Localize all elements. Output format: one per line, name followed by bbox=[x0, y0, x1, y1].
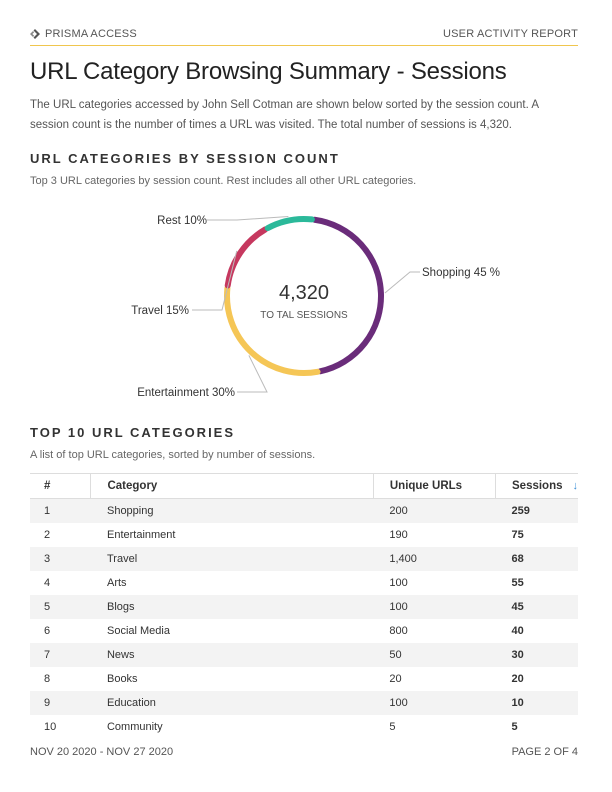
slice-label-travel: Travel 15% bbox=[131, 305, 189, 317]
report-name: USER ACTIVITY REPORT bbox=[442, 28, 578, 40]
table-row bbox=[30, 523, 578, 547]
cell-sessions: 20 bbox=[511, 673, 524, 685]
donut-slice-travel bbox=[228, 229, 266, 285]
cell-category: News bbox=[106, 649, 135, 661]
cell-sessions: 30 bbox=[511, 649, 524, 661]
cell-sessions: 45 bbox=[511, 601, 524, 613]
leader-line-shopping bbox=[385, 272, 420, 293]
cell-rank: 2 bbox=[44, 529, 51, 541]
brand-name: PRISMA ACCESS bbox=[45, 28, 137, 40]
cell-unique-urls: 800 bbox=[389, 625, 408, 637]
cell-sessions: 10 bbox=[511, 697, 524, 709]
sessions-header-label: Sessions bbox=[512, 480, 563, 492]
cell-sessions: 5 bbox=[511, 721, 518, 733]
cell-category: Education bbox=[106, 697, 156, 709]
cell-sessions: 40 bbox=[511, 625, 524, 637]
cell-category: Books bbox=[106, 673, 138, 685]
slice-label-rest: Rest 10% bbox=[157, 215, 207, 227]
cell-unique-urls: 100 bbox=[389, 577, 408, 589]
total-sessions-label: TO TAL SESSIONS bbox=[260, 310, 348, 321]
cell-rank: 10 bbox=[44, 721, 57, 733]
cell-unique-urls: 100 bbox=[389, 601, 408, 613]
donut-slice-rest bbox=[268, 219, 312, 228]
cell-unique-urls: 100 bbox=[389, 697, 408, 709]
cell-sessions: 75 bbox=[511, 529, 524, 541]
cell-category: Blogs bbox=[106, 601, 135, 613]
cell-unique-urls: 50 bbox=[389, 649, 402, 661]
prisma-logo-icon bbox=[30, 29, 40, 39]
sort-descending-icon[interactable]: ↓ bbox=[572, 480, 578, 492]
cell-unique-urls: 190 bbox=[389, 529, 408, 541]
section-subtitle-categories-by-session: Top 3 URL categories by session count. Rest includes all other URL categories. bbox=[30, 175, 417, 187]
top-categories-table bbox=[30, 473, 578, 739]
section-title-categories-by-session: URL CATEGORIES BY SESSION COUNT bbox=[30, 151, 340, 166]
table-row bbox=[30, 547, 578, 571]
page-title: URL Category Browsing Summary - Sessions bbox=[30, 58, 507, 85]
cell-category: Shopping bbox=[106, 505, 154, 517]
cell-unique-urls: 20 bbox=[389, 673, 402, 685]
intro-text: The URL categories accessed by John Sell Cotman are shown below sorted by the session count. A session count is the number of times a URL was visited. The total number of sessions is 4,320. bbox=[30, 99, 539, 131]
cell-rank: 8 bbox=[44, 673, 51, 685]
cell-rank: 9 bbox=[44, 697, 51, 709]
table-row bbox=[30, 643, 578, 667]
cell-rank: 3 bbox=[44, 553, 51, 565]
slice-label-shopping: Shopping 45 % bbox=[422, 267, 501, 279]
column-header-category[interactable]: Category bbox=[91, 474, 373, 499]
cell-rank: 1 bbox=[44, 505, 51, 517]
cell-category: Social Media bbox=[106, 625, 170, 637]
table-row bbox=[30, 715, 578, 739]
column-header-sessions[interactable] bbox=[496, 474, 579, 499]
leader-line-rest bbox=[207, 217, 288, 220]
cell-unique-urls: 1,400 bbox=[389, 553, 417, 565]
cell-rank: 6 bbox=[44, 625, 51, 637]
slice-label-entertainment: Entertainment 30% bbox=[137, 387, 235, 399]
cell-category: Travel bbox=[106, 553, 138, 565]
table-row bbox=[30, 619, 578, 643]
cell-category: Entertainment bbox=[106, 529, 176, 541]
table-row bbox=[30, 595, 578, 619]
table-body bbox=[30, 499, 578, 740]
cell-rank: 5 bbox=[44, 601, 51, 613]
report-page bbox=[30, 0, 578, 792]
section-subtitle-top-categories: A list of top URL categories, sorted by number of sessions. bbox=[30, 449, 316, 461]
cell-sessions: 55 bbox=[511, 577, 524, 589]
section-title-top-categories: TOP 10 URL CATEGORIES bbox=[30, 425, 236, 440]
session-donut-chart bbox=[30, 196, 578, 411]
footer-date-range: NOV 20 2020 - NOV 27 2020 bbox=[30, 746, 174, 758]
footer-page-number: PAGE 2 OF 4 bbox=[511, 746, 578, 758]
cell-rank: 7 bbox=[44, 649, 51, 661]
cell-unique-urls: 200 bbox=[389, 505, 408, 517]
cell-category: Community bbox=[106, 721, 163, 733]
table-header-row bbox=[30, 474, 578, 499]
table-row bbox=[30, 499, 578, 524]
table-row bbox=[30, 691, 578, 715]
column-header-rank[interactable]: # bbox=[30, 474, 91, 499]
column-header-unique-urls[interactable]: Unique URLs bbox=[373, 474, 495, 499]
cell-sessions: 68 bbox=[511, 553, 524, 565]
cell-rank: 4 bbox=[44, 577, 51, 589]
cell-category: Arts bbox=[106, 577, 127, 589]
brand bbox=[30, 28, 137, 40]
table-row bbox=[30, 571, 578, 595]
page-header bbox=[30, 27, 578, 46]
total-sessions-value: 4,320 bbox=[278, 282, 330, 304]
table-row bbox=[30, 667, 578, 691]
donut-svg bbox=[30, 196, 578, 411]
cell-sessions: 259 bbox=[511, 505, 530, 517]
cell-unique-urls: 5 bbox=[389, 721, 396, 733]
